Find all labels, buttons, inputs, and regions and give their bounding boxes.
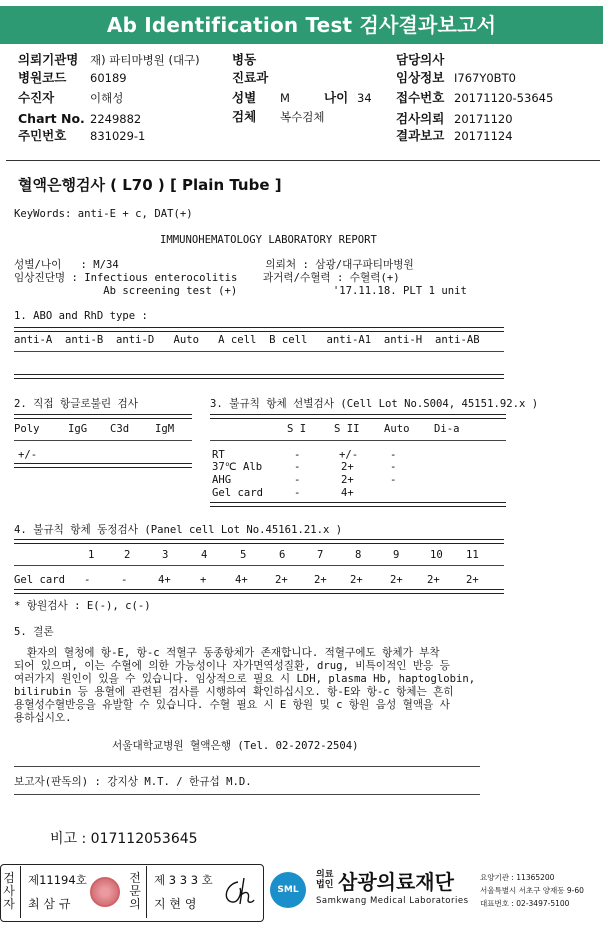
sec3-header-s2: S II [334,423,360,435]
value-hospital-code: 60189 [90,71,127,85]
label-patient: 수진자 [18,90,55,105]
sec4-row-label: Gel card [14,574,66,586]
inspector-label: 검사자 [3,871,15,911]
sec3-row-alb-label: 37℃ Alb [212,461,263,473]
sec3-row-gel-label: Gel card [212,487,264,499]
label-doctor: 담당의사 [396,52,445,67]
value-resident-no: 831029-1 [90,129,146,143]
header-row-department [232,69,268,87]
report-heading: IMMUNOHEMATOLOGY LABORATORY REPORT [160,234,377,246]
sec3-row-gel-s2: 4+ [341,487,354,499]
sec1-mid-rule [14,351,504,352]
header-row-request-date [396,110,513,128]
label-sex: 성별 [232,90,257,105]
section-title: 혈액은행검사 ( L70 ) [ Plain Tube ] [18,176,282,194]
seal-stamp-icon [90,877,120,907]
panel-cell-header-1: 1 [88,549,95,561]
header-row-patient [18,89,124,107]
specialist-number: 제 3 3 3 호 [154,873,213,887]
panel-cell-header-9: 9 [393,549,400,561]
company-info-3: 대표번호 : 02-3497-5100 [480,899,570,908]
reporter-top-rule [14,766,480,767]
sec4-bottom-rule [14,589,504,594]
value-age: 34 [357,91,372,105]
panel-cell-value-9: 2+ [390,574,403,586]
sec5-line-1: 환자의 혈청에 항-E, 항-c 적혈구 동종항체가 존재합니다. 적혈구에도 항체가 부착 [14,647,440,659]
header-row-report-date [396,127,513,145]
company-english: Samkwang Medical Laboratories [316,896,469,906]
sec3-header-dia: Di-a [434,423,460,435]
sec4-mid-rule [14,565,504,566]
panel-cell-header-11: 11 [466,549,479,561]
company-prefix: 의료법인 [316,870,334,890]
value-report-date: 20171124 [454,129,513,143]
sec1-headers: anti-A anti-B anti-D Auto A cell B cell anti-A1 anti-H anti-AB [14,334,480,346]
value-institution: 재) 파티마병원 (대구) [90,53,200,67]
header-row-doctor [396,51,444,69]
header-row-specimen [232,108,325,126]
panel-cell-value-6: 2+ [275,574,288,586]
header-row-chart-no [18,110,142,128]
panel-cell-value-5: 4+ [235,574,248,586]
sec3-bottom-rule [210,502,506,507]
company-info-1: 요양기관 : 11365200 [480,873,555,882]
header-divider [6,160,600,161]
sec1-bottom-rule [14,374,504,379]
sec5-line-4: bilirubin 등 용혈에 관련된 검사를 시행하여 확인하십시오. 항-E와 항-c 항체는 흔히 [14,686,454,698]
panel-cell-value-7: 2+ [314,574,327,586]
patient-line-3: Ab screening test (+) '17.11.18. PLT 1 unit [14,285,467,297]
panel-cell-value-3: 4+ [158,574,171,586]
panel-cell-value-8: 2+ [350,574,363,586]
label-receipt-no: 접수번호 [396,90,445,105]
sec1-top-rule [14,327,504,332]
value-patient: 이해성 [90,91,124,105]
company-info-2: 서울특별시 서초구 양재동 9-60 [480,886,584,895]
keywords: KeyWords: anti-E + c, DAT(+) [14,208,193,220]
inspector-name: 최 삼 규 [28,897,71,911]
label-resident-no: 주민번호 [18,128,67,143]
header-row-receipt-no [396,89,554,107]
value-specimen: 복수검체 [280,110,325,124]
sec3-header-auto: Auto [384,423,410,435]
antigen-result: * 항원검사 : E(-), c(-) [14,600,151,612]
value-clinical-info: I767Y0BT0 [454,71,516,85]
sec3-title: 3. 불규칙 항체 선별검사 (Cell Lot No.S004, 45151.92.x ) [210,398,539,410]
sec3-row-gel-s1: - [294,487,301,499]
label-specimen: 검체 [232,109,257,124]
sec3-row-alb-s2: 2+ [341,461,354,473]
panel-cell-header-4: 4 [201,549,208,561]
panel-cell-value-10: 2+ [427,574,440,586]
sec3-row-alb-s1: - [294,461,301,473]
label-ward: 병동 [232,52,257,67]
sec3-mid-rule [210,440,506,441]
sec5-title: 5. 결론 [14,626,54,638]
patient-line-1: 성별/나이 : M/34 의뢰처 : 삼광/대구파티마병원 [14,259,414,271]
remark: 비고 : 017112053645 [50,831,198,847]
panel-cell-header-10: 10 [430,549,443,561]
header-row-ward [232,51,256,69]
sec3-header-s1: S I [287,423,307,435]
sec4-title: 4. 불규칙 항체 동정검사 (Panel cell Lot No.45161.21.x ) [14,524,343,536]
sml-logo-icon: SML [270,872,306,908]
panel-cell-value-2: - [121,574,128,586]
sec5-line-5: 용혈성수혈반응을 유발할 수 있습니다. 수혈 필요 시 E 항원 및 c 항원 음성 혈액을 사 [14,699,450,711]
inspector-number: 제11194호 [28,873,87,887]
sec1-title: 1. ABO and RhD type : [14,310,148,322]
sec3-row-rt-auto: - [390,449,397,461]
label-request-date: 검사의뢰 [396,111,445,126]
panel-cell-header-6: 6 [279,549,286,561]
company-name: 삼광의료재단 [338,870,454,894]
label-report-date: 결과보고 [396,128,445,143]
patient-line-2: 임상진단명 : Infectious enterocolitis 과거력/수혈력 : 수혈력(+) [14,272,400,284]
sec2-top-rule [14,414,192,419]
panel-cell-header-5: 5 [240,549,247,561]
sec2-header-igm: IgM [155,423,175,435]
sec3-row-rt-label: RT [212,449,225,461]
header-row-sex [232,89,372,107]
sec2-mid-rule [14,440,192,441]
sec3-row-ahg-s1: - [294,474,301,486]
panel-cell-value-1: - [84,574,91,586]
sec3-row-alb-auto: - [390,461,397,473]
header-row-institution [18,51,200,69]
reporter-bottom-rule [14,794,480,795]
specialist-name: 지 현 영 [154,897,197,911]
sec5-line-2: 되어 있으며, 이는 수혈에 의한 가능성이나 자가면역성질환, drug, 비특이적인 반응 등 [14,660,450,672]
sec3-top-rule [210,414,506,419]
reporter-line: 보고자(판독의) : 강지상 M.T. / 한규섭 M.D. [14,776,252,788]
report-title: Ab Identification Test 검사결과보고서 [0,6,603,44]
label-hospital-code: 병원코드 [18,70,67,85]
sec4-top-rule [14,539,504,544]
header-row-hospital-code [18,69,127,87]
header-row-resident-no [18,127,146,145]
hospital-line: 서울대학교병원 혈액은행 (Tel. 02-2072-2504) [112,740,359,752]
sec3-row-ahg-auto: - [390,474,397,486]
sec2-header-igg: IgG [68,423,88,435]
header-row-clinical-info [396,69,516,87]
panel-cell-value-11: 2+ [466,574,479,586]
sec2-bottom-rule [14,463,192,468]
value-request-date: 20171120 [454,112,513,126]
label-institution: 의뢰기관명 [18,52,79,67]
sec2-header-c3d: C3d [110,423,130,435]
panel-cell-value-4: + [200,574,207,586]
panel-cell-header-7: 7 [317,549,324,561]
sec2-value: +/- [18,449,38,461]
value-chart-no: 2249882 [90,112,142,126]
sec3-row-rt-s2: +/- [339,449,359,461]
sec2-title: 2. 직접 항글로불린 검사 [14,398,138,410]
inspector-divider [20,866,21,918]
panel-cell-header-2: 2 [124,549,131,561]
sec3-row-rt-s1: - [294,449,301,461]
label-chart-no: Chart No. [18,111,85,126]
specialist-divider [146,866,147,918]
sec5-line-3: 여러가지 원인이 있을 수 있습니다. 임상적으로 필요 시 LDH, plasma Hb, haptoglobin, [14,673,476,685]
sec2-header-poly: Poly [14,423,40,435]
sec5-line-6: 용하십시오. [14,712,72,724]
value-receipt-no: 20171120-53645 [454,91,554,105]
signature-icon [218,870,258,912]
sec3-row-ahg-s2: 2+ [341,474,354,486]
value-sex: M [280,91,290,105]
specialist-label: 전문의 [129,871,141,911]
label-age: 나이 [324,90,349,105]
panel-cell-header-3: 3 [162,549,169,561]
panel-cell-header-8: 8 [355,549,362,561]
sec3-row-ahg-label: AHG [212,474,232,486]
label-clinical-info: 임상정보 [396,70,445,85]
label-department: 진료과 [232,70,269,85]
